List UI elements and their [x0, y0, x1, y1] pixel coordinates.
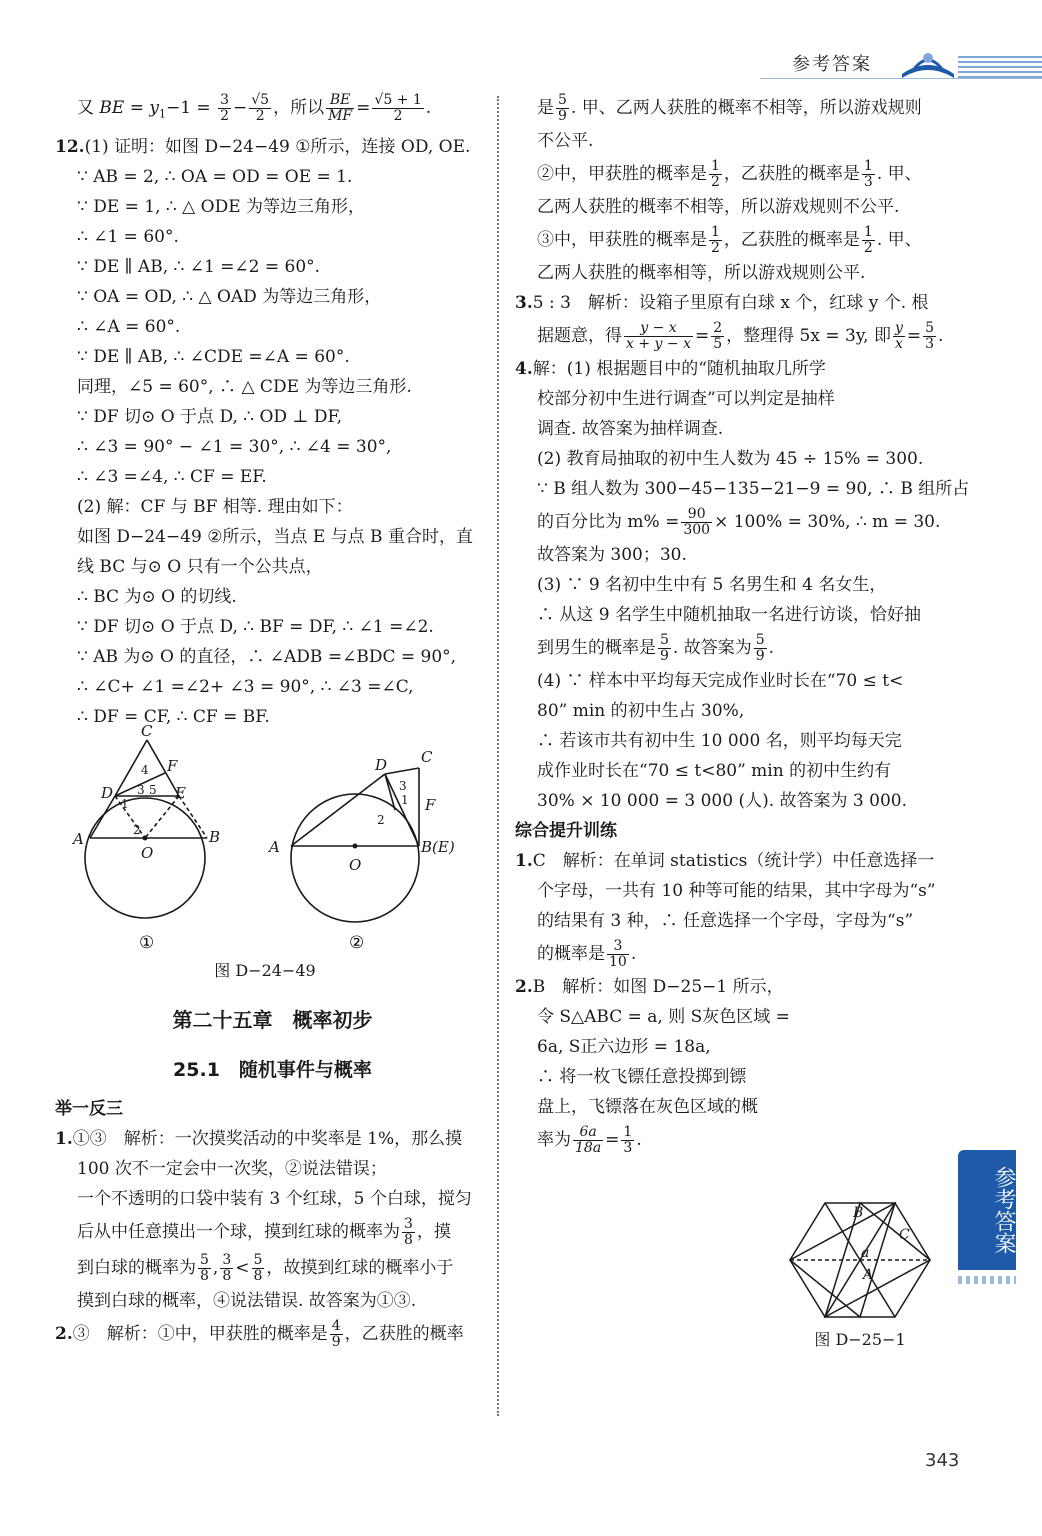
text: (1) 证明：如图 D−24−49 ①所示，连接 OD, OE.	[84, 137, 471, 158]
svg-text:B: B	[853, 1205, 864, 1221]
label-c2: C	[421, 748, 433, 767]
text: 据题意，得	[537, 326, 622, 346]
fraction	[326, 93, 354, 124]
section-title: 25.1 随机事件与概率	[173, 1059, 372, 1082]
geometry-figure-d-24-49	[55, 722, 490, 998]
proof-step: ∴ ∠1 = 60°.	[77, 227, 179, 248]
text: B 解析：如图 D−25−1 所示，	[532, 977, 784, 997]
numerator: 5	[200, 1252, 209, 1269]
side-tab-stripes	[958, 1276, 1016, 1284]
fraction	[249, 93, 271, 124]
z2-line	[515, 972, 955, 1002]
numerator: 1	[863, 158, 873, 174]
label-o: O	[141, 844, 154, 863]
text-line	[515, 222, 955, 258]
numerator: 3	[222, 1252, 232, 1269]
text-line	[55, 1214, 490, 1250]
numerator: √5	[251, 92, 270, 108]
proof-step: ∵ DE ∥ AB, ∴ ∠CDE =∠A = 60°.	[77, 347, 350, 368]
text-line: 令 S△ABC = a, 则 S灰色区域 =	[537, 1007, 790, 1027]
numerator: 1	[623, 1124, 633, 1140]
question-12	[55, 132, 490, 162]
numerator: y − x	[624, 321, 693, 337]
subhead-practice: 举一反三	[55, 1099, 123, 1120]
fraction	[330, 1319, 343, 1350]
text-line: 校部分初中生进行调查”可以判定是抽样	[537, 389, 835, 409]
numerator: √5 + 1	[374, 92, 422, 108]
label-c: C	[141, 722, 153, 741]
numerator: 5	[660, 632, 669, 648]
text-line: 乙两人获胜的概率不相等，所以游戏规则不公平.	[537, 197, 900, 217]
fraction	[621, 1125, 634, 1156]
text-line	[515, 156, 955, 192]
denominator: 9	[660, 648, 669, 664]
numerator: 6a	[573, 1125, 603, 1141]
proof-step: ∵ AB = 2, ∴ OA = OD = OE = 1.	[77, 167, 353, 188]
text: .	[768, 638, 775, 658]
q3-line	[515, 288, 955, 318]
question-number: 2.	[55, 1324, 73, 1345]
label-a2: A	[269, 838, 280, 857]
denominator: 5	[713, 336, 723, 352]
text: . 故答案为	[672, 638, 752, 658]
text-line: 调查. 故答案为抽样调查.	[537, 419, 724, 439]
fraction	[862, 225, 875, 256]
proof-step: 同理，∠5 = 60°, ∴ △ CDE 为等边三角形.	[77, 377, 412, 398]
denominator: 8	[222, 1268, 232, 1285]
fraction	[893, 321, 905, 352]
svg-text:2: 2	[133, 823, 141, 838]
text-line: 30% × 10 000 = 3 000 (人). 故答案为 3 000.	[537, 791, 907, 811]
text: . 甲、乙两人获胜的概率不相等，所以游戏规则	[570, 98, 922, 118]
label-e: E	[175, 784, 186, 803]
numerator: 5	[755, 632, 765, 648]
denominator: x + y − x	[626, 336, 691, 352]
fraction	[624, 321, 693, 352]
text-line: (2) 教育局抽取的初中生人数为 45 ÷ 15% = 300.	[537, 449, 924, 469]
label-b: B	[209, 828, 221, 847]
label-a: A	[73, 830, 84, 849]
text: 的百分比为 m% =	[537, 512, 680, 532]
label-b-e: B(E)	[421, 838, 455, 857]
fraction	[709, 225, 722, 256]
figure-2-label: ②	[349, 933, 365, 954]
text: 的概率是	[537, 944, 605, 964]
denominator: 9	[755, 648, 765, 664]
fraction	[218, 93, 231, 124]
header-stripes	[958, 56, 1042, 78]
svg-text:A: A	[863, 1267, 874, 1283]
right-column	[515, 90, 970, 1158]
proof-step: (2) 解：CF 与 BF 相等. 理由如下：	[77, 497, 353, 518]
question-number: 4.	[515, 359, 533, 379]
left-column	[55, 90, 490, 1352]
proof-step: ∵ DF 切⊙ O 于点 D, ∴ OD ⊥ DF,	[77, 407, 343, 428]
denominator: 2	[393, 108, 403, 124]
page-number: 343	[925, 1450, 960, 1471]
fraction	[220, 1253, 233, 1284]
proof-step: ∵ OA = OD, ∴ △ OAD 为等边三角形，	[77, 287, 382, 308]
text: ，所以	[273, 98, 325, 118]
proof-step: 线 BC 与⊙ O 只有一个公共点，	[77, 557, 323, 578]
text: C 解析：在单词 statistics（统计学）中任意选择一	[532, 851, 935, 871]
z1-line	[515, 846, 955, 876]
header-title: 参考答案	[792, 54, 872, 75]
book-logo-icon	[898, 48, 958, 82]
denominator: MF	[328, 108, 353, 124]
proof-step: ∴ ∠C+ ∠1 =∠2+ ∠3 = 90°, ∴ ∠3 =∠C,	[77, 677, 414, 698]
text-line: 据题意，得 $\frac{y - x}{x + y - x}$ = $\frac{2}{5}$ ，整理得 5x = 3y, 即 $\frac{y}{x}$ = $\frac{5}{3}$ .	[537, 320, 944, 352]
denominator: 9	[331, 1334, 341, 1351]
question-number: 1.	[515, 851, 533, 871]
text: 到白球的概率为	[77, 1258, 196, 1279]
hexagon-caption: 图 D−25−1	[814, 1330, 906, 1349]
fraction	[252, 1253, 265, 1284]
figure-caption: 图 D−24−49	[214, 961, 316, 981]
svg-text:3: 3	[137, 783, 145, 798]
column-divider	[497, 96, 499, 1416]
text-line: 乙两人获胜的概率相等，所以游戏规则公平.	[537, 263, 866, 283]
fraction	[923, 321, 936, 352]
fraction	[754, 633, 767, 664]
numerator: 1	[711, 224, 720, 240]
denominator: 2	[220, 108, 230, 124]
svg-text:1: 1	[121, 797, 129, 812]
svg-text:3: 3	[399, 779, 407, 794]
text-line	[515, 630, 955, 666]
fraction	[573, 1125, 603, 1156]
numerator: 5	[558, 92, 567, 108]
numerator: 1	[711, 158, 720, 174]
q1-line	[55, 1124, 490, 1154]
subhead-comprehensive: 综合提升训练	[515, 821, 617, 841]
fraction	[198, 1253, 211, 1284]
question-number: 2.	[515, 977, 533, 997]
text: 是	[537, 98, 554, 118]
fraction	[372, 93, 423, 124]
text: 到男生的概率是	[537, 638, 656, 658]
proof-step: ∵ DE = 1, ∴ △ ODE 为等边三角形，	[77, 197, 366, 218]
text: ②中，甲获胜的概率是	[537, 164, 707, 184]
numerator: 3	[404, 1216, 413, 1233]
svg-text:1: 1	[401, 793, 409, 808]
fraction	[709, 159, 722, 190]
text-line: 故答案为 300；30.	[537, 545, 687, 565]
text: 解：(1) 根据题目中的“随机抽取几所学	[532, 359, 826, 379]
svg-text:5: 5	[149, 783, 157, 798]
numerator: 2	[713, 320, 723, 336]
denominator: 3	[925, 336, 935, 352]
text-line: 不公平.	[537, 131, 594, 151]
numerator: 4	[331, 1318, 341, 1335]
text-line: 盘上，飞镖落在灰色区域的概	[537, 1097, 758, 1117]
chapter-title: 第二十五章 概率初步	[172, 1008, 373, 1033]
hexagon-figure-d-25-1	[785, 1195, 935, 1355]
text: 解析：一次摸奖活动的中奖率是 1%，那么摸	[123, 1129, 463, 1150]
text-line: 率为 $\frac{6a}{18a}$ = $\frac{1}{3}$ .	[537, 1124, 642, 1156]
text-line	[515, 504, 955, 540]
text: . 甲、	[876, 164, 922, 184]
text-line: ∴ 从这 9 名学生中随机抽取一名进行访谈，恰好抽	[537, 605, 922, 625]
denominator: 300	[683, 522, 711, 538]
text-line: 到白球的概率为 $\frac{5}{8}$ , $\frac{3}{8}$ < $\frac{5}{8}$ ，故摸到红球的概率小于	[77, 1252, 454, 1285]
text-line	[515, 936, 955, 972]
text: .	[636, 1130, 642, 1150]
proof-step: 如图 D−24−49 ②所示，当点 E 与点 B 重合时，直	[77, 527, 473, 548]
text: 又	[77, 98, 94, 118]
label-f: F	[167, 757, 178, 776]
svg-text:2: 2	[377, 813, 385, 828]
numerator: BE	[326, 93, 354, 109]
label-o2: O	[349, 856, 362, 875]
text: 后从中任意摸出一个球，摸到红球的概率为	[77, 1222, 400, 1243]
text: 率为	[537, 1130, 571, 1150]
label-d2: D	[375, 756, 388, 775]
proof-step: ∴ ∠3 = 90° − ∠1 = 30°, ∴ ∠4 = 30°,	[77, 437, 392, 458]
question-number: 12.	[55, 137, 85, 158]
text-line: ∴ 若该市共有初中生 10 000 名，则平均每天完	[537, 731, 902, 751]
text: ，摸	[416, 1222, 451, 1243]
denominator: 2	[711, 174, 720, 190]
label-f2: F	[425, 796, 436, 815]
text: ③中，甲获胜的概率是	[537, 230, 707, 250]
denominator: 2	[711, 240, 720, 256]
fraction	[862, 159, 875, 190]
text-line: (4) ∵ 样本中平均每天完成作业时长在“70 ≤ t<	[537, 671, 904, 691]
denominator: 18a	[575, 1140, 602, 1156]
text: ，整理得 5x = 3y, 即	[726, 326, 891, 346]
text-line: 80” min 的初中生占 30%,	[537, 701, 745, 721]
fraction	[711, 321, 724, 352]
answer: ①③	[72, 1129, 107, 1150]
text: .	[938, 326, 944, 346]
svg-text:C: C	[899, 1227, 910, 1243]
fraction	[556, 93, 569, 124]
text: .	[425, 98, 432, 118]
denominator: 3	[863, 174, 873, 190]
text: . 甲、	[876, 230, 922, 250]
fraction	[607, 939, 629, 970]
denominator: x	[894, 336, 903, 352]
header-rule	[760, 78, 1042, 79]
side-tab-label: 参考答案	[991, 1166, 1016, 1254]
text-line: ∵ B 组人数为 300−45−135−21−9 = 90, ∴ B 组所占	[537, 479, 970, 499]
text-line: 的结果有 3 种，∴ 任意选择一个字母，字母为“s”	[537, 911, 914, 931]
numerator: 1	[863, 224, 873, 240]
page-header	[0, 0, 1042, 90]
denominator: 8	[253, 1268, 263, 1285]
text: ，故摸到红球的概率小于	[266, 1258, 454, 1279]
text-line: 6a, S正六边形 = 18a,	[537, 1037, 711, 1057]
text: × 100% = 30%, ∴ m = 30.	[714, 512, 941, 532]
circle-diagrams	[55, 722, 490, 968]
proof-step: ∴ ∠A = 60°.	[77, 317, 181, 338]
numerator: 90	[681, 507, 712, 523]
fraction	[402, 1217, 415, 1248]
answer: ③	[72, 1324, 90, 1345]
label-d: D	[101, 784, 114, 803]
numerator: 3	[220, 92, 230, 108]
numerator: 5	[925, 320, 935, 336]
text-line: 又 BE = $y_1-1$ = $\frac{3}{2}$ − $\frac{√5}{2}$ ，所以 $\frac{BE}{MF}$ = $\frac{√5 + 1}{2}$ .	[77, 92, 432, 124]
text: ，乙获胜的概率是	[723, 230, 860, 250]
denominator: 2	[863, 240, 873, 256]
numerator: y	[894, 320, 903, 336]
figure-1-label: ①	[139, 933, 155, 954]
svg-text:a: a	[861, 1245, 870, 1261]
denominator: 10	[609, 954, 627, 970]
fraction	[681, 507, 712, 538]
text: 解析：①中，甲获胜的概率是	[106, 1324, 328, 1345]
text: 5 : 3 解析：设箱子里原有白球 x 个，红球 y 个. 根	[532, 293, 929, 313]
q4-line	[515, 354, 955, 384]
q2-line	[55, 1316, 490, 1352]
denominator: 3	[623, 1140, 633, 1156]
denominator: 2	[255, 108, 265, 124]
proof-step: ∵ DE ∥ AB, ∴ ∠1 =∠2 = 60°.	[77, 257, 321, 278]
text: ，乙获胜的概率是	[723, 164, 860, 184]
denominator: 9	[558, 108, 567, 124]
fraction	[658, 633, 671, 664]
text: ，乙获胜的概率	[344, 1324, 464, 1345]
svg-text:4: 4	[141, 763, 149, 778]
text: −1 =	[165, 98, 211, 118]
text-line: 一个不透明的口袋中装有 3 个红球，5 个白球，搅匀	[77, 1189, 472, 1210]
text: =	[356, 98, 371, 118]
question-number: 1.	[55, 1129, 73, 1150]
text-line: 100 次不一定会中一次奖，②说法错误；	[77, 1159, 387, 1180]
proof-step: ∵ AB 为⊙ O 的直径，∴ ∠ADB =∠BDC = 90°,	[77, 647, 457, 668]
side-tab	[958, 1150, 1016, 1270]
hexagon-diagram	[785, 1195, 935, 1325]
numerator: 5	[253, 1252, 263, 1269]
proof-step: ∴ DF = CF, ∴ CF = BF.	[77, 707, 270, 728]
text-line	[515, 90, 955, 126]
text-line: ∴ 将一枚飞镖任意投掷到镖	[537, 1067, 747, 1087]
proof-step: ∵ DF 切⊙ O 于点 D, ∴ BF = DF, ∴ ∠1 =∠2.	[77, 617, 434, 638]
denominator: 8	[404, 1232, 413, 1249]
text-line: 摸到白球的概率，④说法错误. 故答案为①③.	[77, 1291, 417, 1312]
text-line: (3) ∵ 9 名初中生中有 5 名男生和 4 名女生，	[537, 575, 887, 595]
text-line: 成作业时长在“70 ≤ t<80” min 的初中生约有	[537, 761, 892, 781]
text-line: 个字母，一共有 10 种等可能的结果，其中字母为“s”	[537, 881, 936, 901]
text: BE = y	[99, 98, 159, 118]
denominator: 8	[200, 1268, 209, 1285]
proof-step: ∴ ∠3 =∠4, ∴ CF = EF.	[77, 467, 267, 488]
question-number: 3.	[515, 293, 533, 313]
numerator: 3	[607, 939, 629, 955]
proof-step: ∴ BC 为⊙ O 的切线.	[77, 587, 237, 608]
text: .	[630, 944, 637, 964]
